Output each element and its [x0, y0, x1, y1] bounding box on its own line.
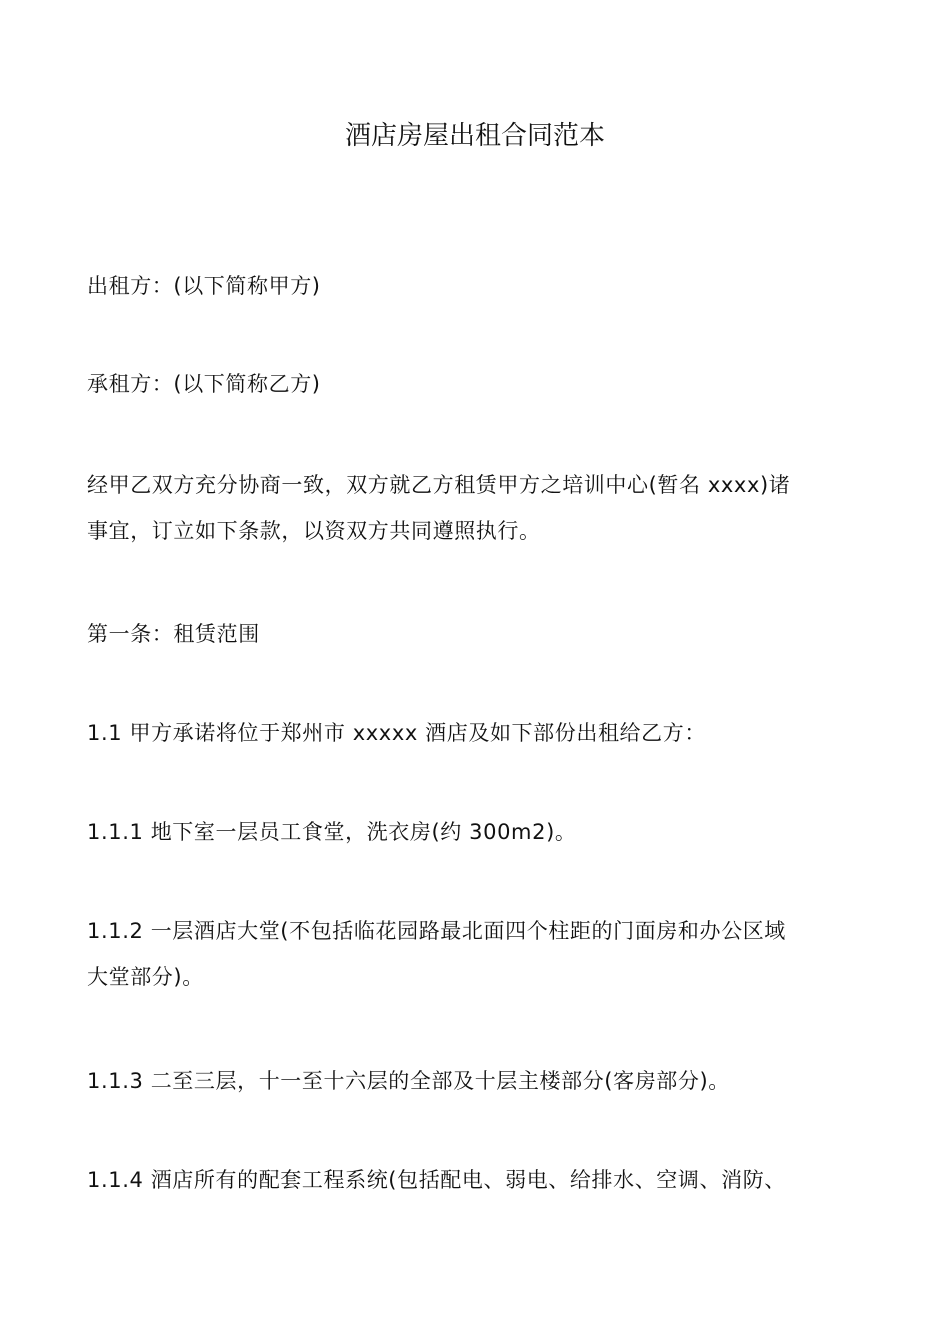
clause-1-1-2-line-1: 1.1.2 一层酒店大堂(不包括临花园路最北面四个柱距的门面房和办公区域	[87, 919, 786, 943]
clause-1-1: 1.1 甲方承诺将位于郑州市 xxxxx 酒店及如下部份出租给乙方：	[87, 721, 706, 745]
preamble-line-1: 经甲乙双方充分协商一致，双方就乙方租赁甲方之培训中心(暂名 xxxx)诸	[87, 473, 791, 497]
clause-1-1-2-line-2: 大堂部分)。	[87, 965, 204, 989]
clause-1-1-2	[87, 908, 867, 1000]
lessor-line: 出租方：(以下简称甲方)	[87, 274, 321, 298]
clause-1-1-1: 1.1.1 地下室一层员工食堂，洗衣房(约 300m2)。	[87, 820, 577, 844]
article-1-heading: 第一条：租赁范围	[87, 622, 260, 646]
preamble-paragraph	[87, 462, 867, 554]
clause-1-1-3: 1.1.3 二至三层，十一至十六层的全部及十层主楼部分(客房部分)。	[87, 1069, 730, 1093]
lessee-line: 承租方：(以下简称乙方)	[87, 372, 321, 396]
preamble-line-2: 事宜，订立如下条款，以资双方共同遵照执行。	[87, 519, 541, 543]
document-title: 酒店房屋出租合同范本	[344, 121, 605, 151]
clause-1-1-4: 1.1.4 酒店所有的配套工程系统(包括配电、弱电、给排水、空调、消防、	[87, 1168, 786, 1192]
